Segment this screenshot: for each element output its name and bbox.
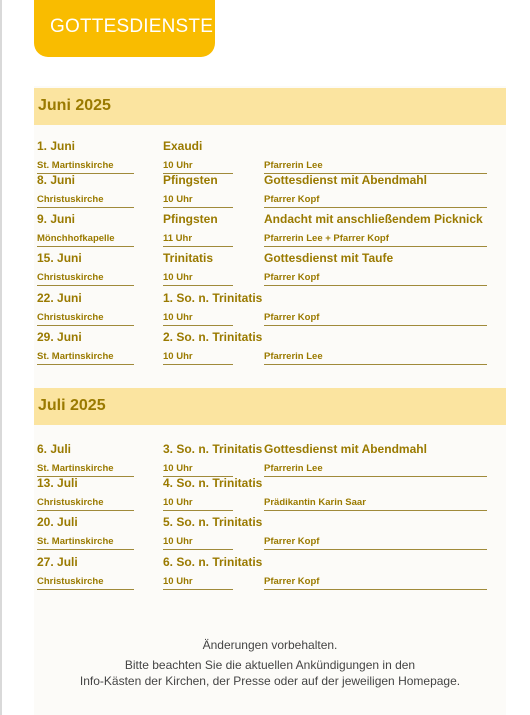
service-church: Christuskirche [37, 272, 104, 283]
service-pastor: Pfarrerin Lee [264, 160, 323, 171]
service-description: Andacht mit anschließendem Picknick [264, 212, 483, 226]
service-time: 11 Uhr [163, 233, 193, 244]
service-pastor: Pfarrer Kopf [264, 312, 320, 323]
row-underline [163, 510, 233, 511]
footer-changes-text: Änderungen vorbehalten. [202, 638, 338, 652]
service-occasion: 6. So. n. Trinitatis [163, 555, 263, 569]
row-underline [37, 549, 134, 550]
service-time: 10 Uhr [163, 497, 193, 508]
footer-notice-line2: Info-Kästen der Kirchen, der Presse oder auf der jeweiligen Homepage. [79, 674, 461, 688]
service-date: 8. Juni [37, 173, 76, 187]
service-pastor: Pfarrer Kopf [264, 536, 320, 547]
page-edge-line [0, 0, 2, 715]
row-underline [163, 246, 233, 247]
month-title: Juni 2025 [38, 97, 111, 114]
section-tab [34, 0, 215, 57]
row-underline [264, 207, 487, 208]
service-time: 10 Uhr [163, 576, 193, 587]
service-pastor: Pfarrer Kopf [264, 194, 320, 205]
row-underline [163, 207, 233, 208]
service-description: Gottesdienst mit Abendmahl [264, 173, 427, 187]
row-underline [163, 285, 233, 286]
row-underline [163, 325, 233, 326]
row-underline [37, 589, 134, 590]
service-occasion: 4. So. n. Trinitatis [163, 476, 263, 490]
row-underline [264, 246, 487, 247]
service-church: Christuskirche [37, 194, 104, 205]
service-occasion: Pfingsten [163, 173, 218, 187]
service-time: 10 Uhr [163, 160, 193, 171]
service-pastor: Pfarrer Kopf [264, 576, 320, 587]
service-time: 10 Uhr [163, 194, 193, 205]
service-time: 10 Uhr [163, 351, 193, 362]
row-underline [264, 549, 487, 550]
service-date: 20. Juli [37, 515, 78, 529]
row-underline [264, 325, 487, 326]
service-date: 29. Juni [37, 330, 82, 344]
service-church: St. Martinskirche [37, 536, 114, 547]
month-title: Juli 2025 [38, 397, 106, 414]
service-date: 1. Juni [37, 139, 76, 153]
service-date: 9. Juni [37, 212, 76, 226]
service-church: Christuskirche [37, 312, 104, 323]
service-occasion: Pfingsten [163, 212, 218, 226]
service-description: Gottesdienst mit Abendmahl [264, 442, 427, 456]
row-underline [37, 285, 134, 286]
service-occasion: 2. So. n. Trinitatis [163, 330, 263, 344]
row-underline [37, 207, 134, 208]
month-header-july [34, 388, 506, 425]
footer-changes [34, 637, 506, 653]
service-time: 10 Uhr [163, 312, 193, 323]
row-underline [37, 364, 134, 365]
row-underline [264, 589, 487, 590]
section-tab-label: GOTTESDIENSTE [50, 16, 214, 37]
row-underline [264, 510, 487, 511]
service-occasion: 3. So. n. Trinitatis [163, 442, 263, 456]
footer-notice-line1: Bitte beachten Sie die aktuellen Ankündigungen in den [124, 658, 416, 672]
service-description: Gottesdienst mit Taufe [264, 251, 394, 265]
row-underline [264, 364, 487, 365]
service-time: 10 Uhr [163, 536, 193, 547]
footer-notice [34, 657, 506, 689]
service-pastor: Prädikantin Karin Saar [264, 497, 366, 508]
row-underline [37, 510, 134, 511]
row-underline [163, 589, 233, 590]
service-date: 6. Juli [37, 442, 72, 456]
service-church: Christuskirche [37, 497, 104, 508]
service-occasion: 5. So. n. Trinitatis [163, 515, 263, 529]
service-pastor: Pfarrerin Lee [264, 463, 323, 474]
service-date: 13. Juli [37, 476, 78, 490]
service-pastor: Pfarrerin Lee + Pfarrer Kopf [264, 233, 389, 244]
row-underline [37, 325, 134, 326]
service-date: 27. Juli [37, 555, 78, 569]
service-church: St. Martinskirche [37, 160, 114, 171]
row-underline [264, 476, 487, 477]
month-header-june [34, 88, 506, 125]
service-church: Mönchhofkapelle [37, 233, 115, 244]
row-underline [163, 549, 233, 550]
service-church: Christuskirche [37, 576, 104, 587]
row-underline [37, 246, 134, 247]
service-church: St. Martinskirche [37, 351, 114, 362]
service-church: St. Martinskirche [37, 463, 114, 474]
service-pastor: Pfarrer Kopf [264, 272, 320, 283]
service-pastor: Pfarrerin Lee [264, 351, 323, 362]
service-occasion: Exaudi [163, 139, 203, 153]
service-occasion: 1. So. n. Trinitatis [163, 291, 263, 305]
service-occasion: Trinitatis [163, 251, 214, 265]
service-date: 22. Juni [37, 291, 82, 305]
row-underline [264, 285, 487, 286]
row-underline [163, 364, 233, 365]
service-time: 10 Uhr [163, 272, 193, 283]
service-date: 15. Juni [37, 251, 82, 265]
service-time: 10 Uhr [163, 463, 193, 474]
